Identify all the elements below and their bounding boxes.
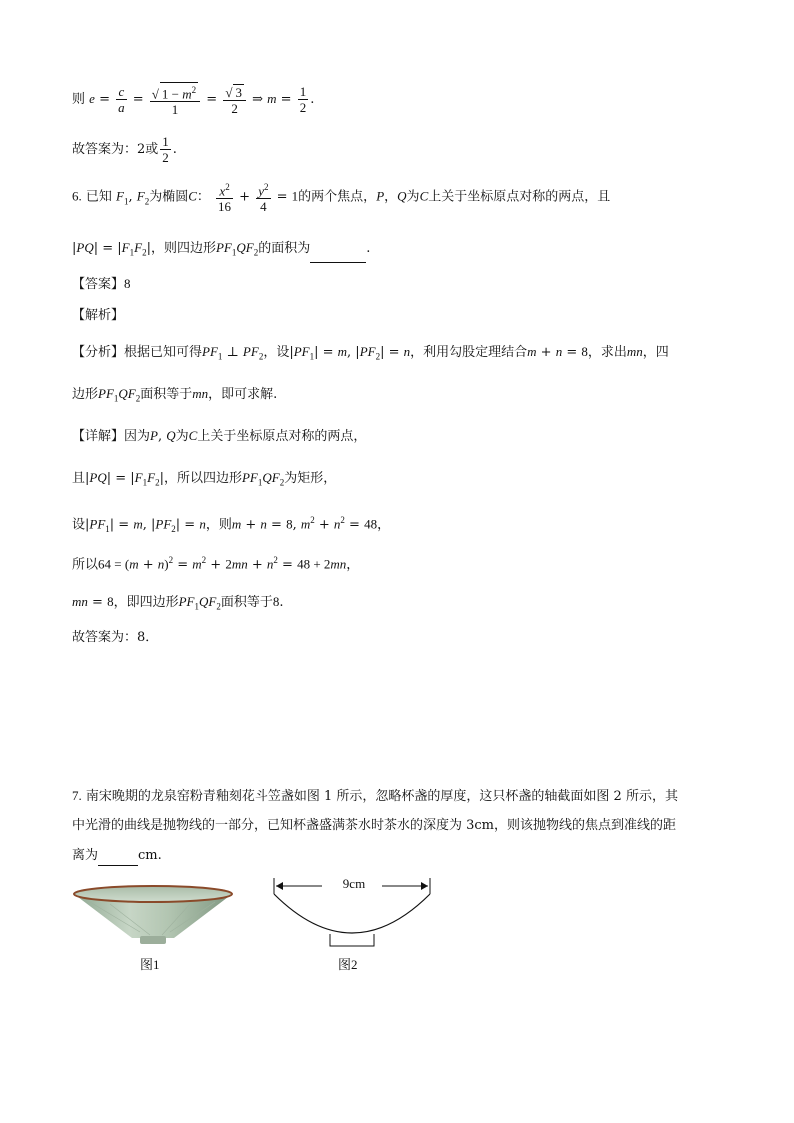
q6-xiangjie-line3: 设$|PF_1| = m$, $|PF_2| = n$，则m + n = 8, $m^2 + n^2 = 48$， (72, 515, 391, 534)
q6-answer: 【答案】8 (72, 276, 131, 292)
q7-answer-blank (98, 865, 138, 866)
q5-eccentricity-line: 则 e = $\frac{c}{a}$ = $\frac{√ 1 - m^2}{1}$ = $\frac{√ 3}{2}$ ⇒ m = $\frac{1}{2}$ . (72, 82, 314, 117)
figure2-caption: 图2 (338, 957, 358, 972)
q6-fenxi-line1: 【分析】根据已知可得$PF_1$ ⊥ $PF_2$，设$|PF_1| = m$, $|PF_2| = n$，利用勾股定理结合m + n = 8，求出mn，四 (72, 344, 669, 362)
q6-xiangjie-line2: 且$|PQ| = |F_1F_2|$，所以四边形$PF_1QF_2$为矩形， (72, 470, 337, 488)
bowl-photo (70, 880, 236, 948)
q6-final-answer: 故答案为：8． (72, 630, 159, 645)
q7-stem-line2: 中光滑的曲线是抛物线的一部分，已知杯盏盛满茶水时茶水的深度为 3cm，则该抛物线的焦点到准线的距 (72, 818, 677, 833)
q5-final-answer: 故答案为：2或 $\frac{1}{2}$ . (72, 134, 177, 165)
q6-answer-blank (310, 262, 366, 263)
q7-stem-line1: 7. 南宋晚期的龙泉窑粉青釉刻花斗笠盏如图 1 所示，忽略杯盏的厚度，这只杯盏的轴截面如图 2 所示，其 (72, 788, 678, 804)
q5-prefix: 则 (72, 92, 86, 108)
q6-xiangjie-line4: 所以$64 = (m + n)^2 = m^2 + 2mn + n^2 = 48 + 2mn$， (72, 555, 360, 573)
width-label-9cm: 9cm (342, 876, 366, 891)
q6-xiangjie-line1: 【详解】因为P, Q为C上关于坐标原点对称的两点， (72, 428, 367, 444)
q6-stem-line2: $|PQ| = |F_1F_2|$，则四边形$PF_1QF_2$的面积为 . (72, 238, 370, 263)
q6-fenxi-line2: 边形$PF_1QF_2$面积等于mn，即可求解. (72, 386, 278, 404)
q6-analysis-tag: 【解析】 (72, 308, 125, 323)
q6-xiangjie-line5: mn = 8，即四边形$PF_1QF_2$面积等于8. (72, 594, 284, 612)
q7-stem-line3: 离为 cm. (72, 846, 162, 866)
q6-stem-line1: 6. 已知 $F_1$, $F_2$为椭圆C： $\frac{x^2}{16}$ + $\frac{y^2}{4}$ = 1的两个焦点，P，Q为C上关于坐标原点对称的两点，且 (72, 182, 611, 215)
figure1-caption: 图1 (140, 957, 160, 972)
